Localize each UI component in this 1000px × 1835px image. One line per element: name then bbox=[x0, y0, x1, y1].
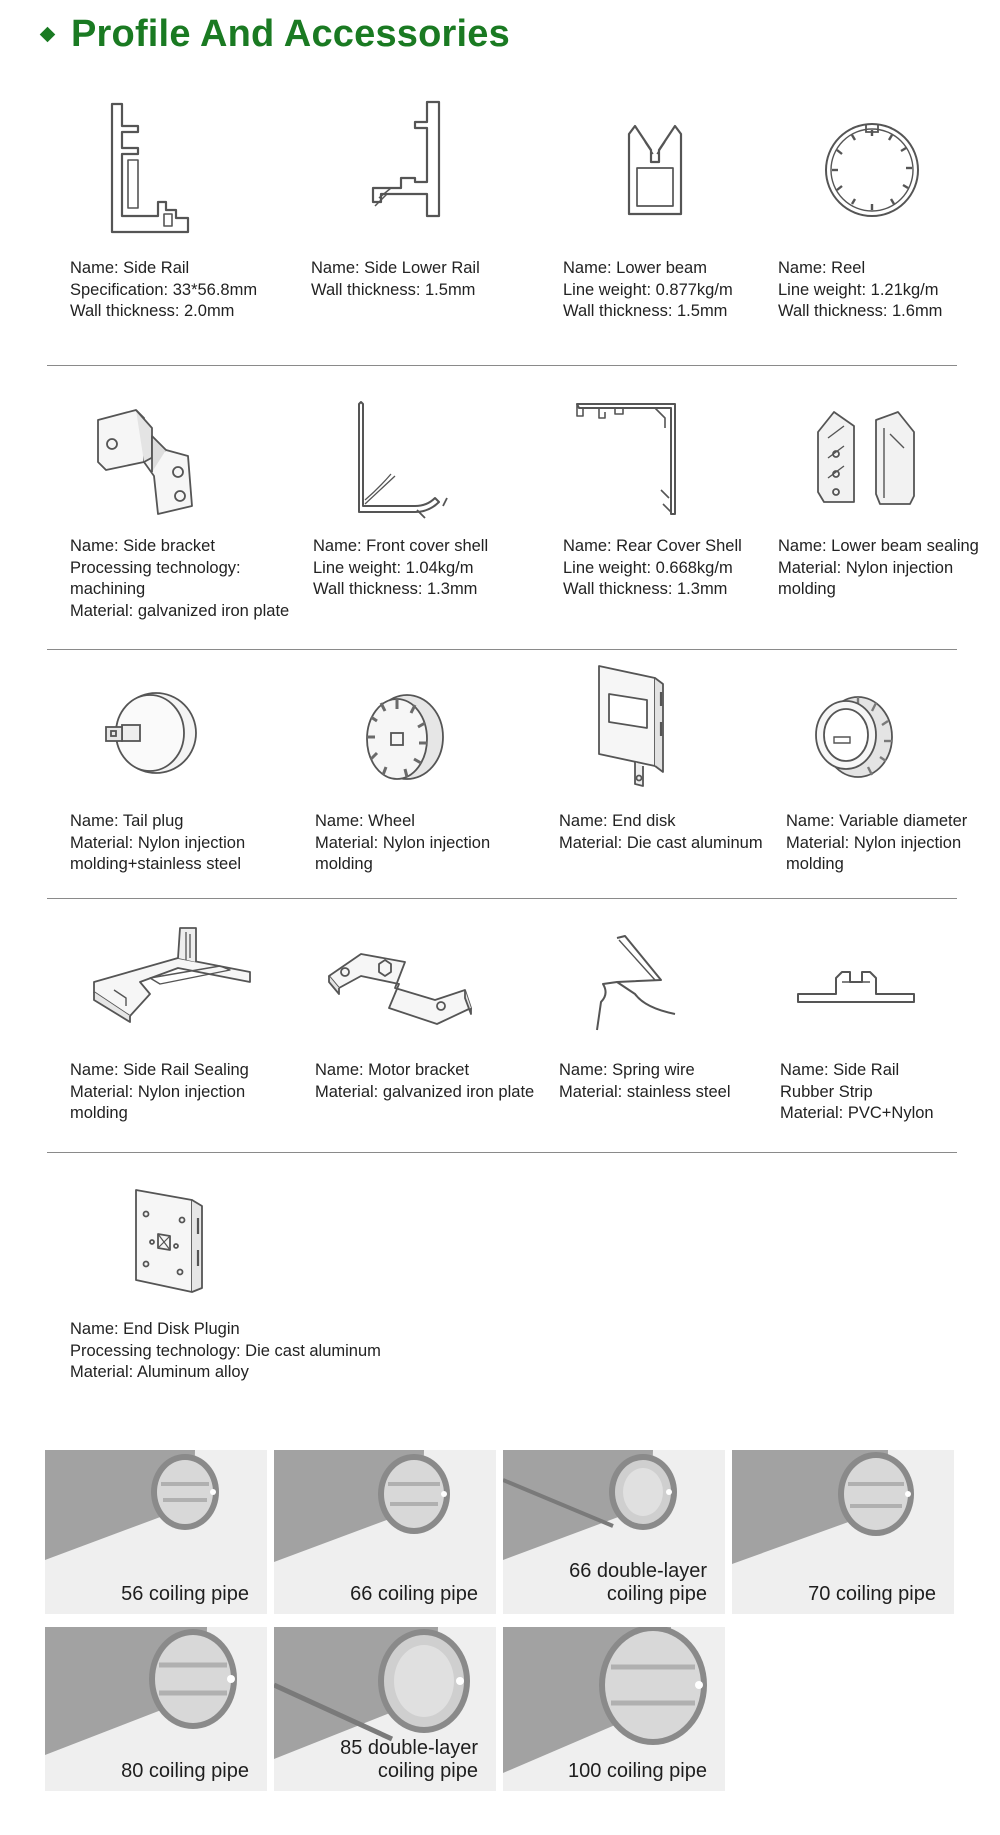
variable-diameter-icon bbox=[806, 685, 896, 785]
product-side-rail-rubber-strip bbox=[780, 918, 980, 1138]
page-title-block bbox=[42, 8, 510, 60]
side-lower-rail-profile-icon bbox=[371, 98, 451, 228]
lower-beam-sealing-line-3: molding bbox=[778, 580, 836, 598]
pipe-label-70: 70 coiling pipe bbox=[808, 1583, 936, 1605]
pipe-tile-66 bbox=[274, 1450, 496, 1614]
side-rail-line-1: Name: Side Rail bbox=[70, 259, 190, 277]
rear-cover-shell-profile-icon bbox=[575, 398, 695, 518]
end-disk-plugin-line-2: Processing technology: Die cast aluminum bbox=[70, 1341, 381, 1360]
lower-beam-line-3: Wall thickness: 1.5mm bbox=[563, 302, 728, 320]
side-bracket-line-4: Material: galvanized iron plate bbox=[70, 601, 290, 620]
product-spring-wire bbox=[559, 918, 769, 1138]
diamond-bullet-icon bbox=[40, 26, 56, 42]
end-disk-plugin-line-3: Material: Aluminum alloy bbox=[70, 1363, 249, 1381]
front-cover-shell-line-2: Line weight: 1.04kg/m bbox=[313, 558, 474, 577]
product-side-lower-rail bbox=[311, 92, 531, 332]
front-cover-shell-line-1: Name: Front cover shell bbox=[313, 537, 489, 555]
end-disk-line-1: Name: End disk bbox=[559, 812, 676, 830]
reel-line-2: Line weight: 1.21kg/m bbox=[778, 280, 939, 299]
pipe-label-80: 80 coiling pipe bbox=[121, 1760, 249, 1782]
side-rail-sealing-line-3: molding bbox=[70, 1104, 128, 1122]
front-cover-shell-line-3: Wall thickness: 1.3mm bbox=[313, 580, 478, 598]
product-reel bbox=[778, 92, 978, 332]
pipe-tile-85-double bbox=[274, 1627, 496, 1791]
pipe-tile-80 bbox=[45, 1627, 267, 1791]
motor-bracket-icon bbox=[325, 948, 475, 1028]
lower-beam-line-2: Line weight: 0.877kg/m bbox=[563, 280, 733, 299]
product-motor-bracket bbox=[315, 918, 545, 1138]
pipe-label-85-double-line-1: 85 double-layer bbox=[340, 1737, 478, 1759]
side-rail-profile-icon bbox=[108, 98, 198, 238]
variable-diameter-line-1: Name: Variable diameter bbox=[786, 812, 968, 830]
side-rail-sealing-line-2: Material: Nylon injection bbox=[70, 1082, 246, 1101]
pipe-label-100: 100 coiling pipe bbox=[568, 1760, 707, 1782]
rear-cover-shell-line-2: Line weight: 0.668kg/m bbox=[563, 558, 733, 577]
product-end-disk-plugin bbox=[70, 1182, 430, 1382]
tail-plug-line-3: molding+stainless steel bbox=[70, 855, 242, 873]
pipe-tile-70 bbox=[732, 1450, 954, 1614]
lower-beam-sealing-line-2: Material: Nylon injection bbox=[778, 558, 954, 577]
product-lower-beam bbox=[563, 92, 763, 332]
pipe-label-66-double-line-2: coiling pipe bbox=[606, 1583, 707, 1605]
side-rail-rubber-strip-line-2: Rubber Strip bbox=[780, 1082, 873, 1101]
wheel-line-3: molding bbox=[315, 855, 373, 873]
wheel-line-2: Material: Nylon injection bbox=[315, 833, 491, 852]
product-front-cover-shell bbox=[313, 396, 533, 636]
side-bracket-line-2: Processing technology: bbox=[70, 558, 241, 577]
rear-cover-shell-line-3: Wall thickness: 1.3mm bbox=[563, 580, 728, 598]
lower-beam-sealing-line-1: Name: Lower beam sealing bbox=[778, 537, 979, 555]
pipe-tile-56 bbox=[45, 1450, 267, 1614]
pipe-label-66-double-line-1: 66 double-layer bbox=[569, 1560, 707, 1582]
side-rail-rubber-strip-profile-icon bbox=[794, 968, 918, 1008]
spring-wire-icon bbox=[595, 932, 685, 1032]
side-rail-line-2: Specification: 33*56.8mm bbox=[70, 280, 258, 299]
side-rail-line-3: Wall thickness: 2.0mm bbox=[70, 302, 235, 320]
side-bracket-icon bbox=[96, 406, 206, 516]
spring-wire-line-1: Name: Spring wire bbox=[559, 1061, 695, 1079]
side-rail-rubber-strip-line-1: Name: Side Rail bbox=[780, 1061, 900, 1079]
end-disk-plugin-icon bbox=[132, 1184, 222, 1294]
divider bbox=[47, 649, 957, 650]
lower-beam-sealing-icon bbox=[814, 408, 924, 508]
side-rail-rubber-strip-line-3: Material: PVC+Nylon bbox=[780, 1104, 934, 1122]
reel-line-3: Wall thickness: 1.6mm bbox=[778, 302, 943, 320]
end-disk-line-2: Material: Die cast aluminum bbox=[559, 833, 763, 852]
tail-plug-line-2: Material: Nylon injection bbox=[70, 833, 246, 852]
side-lower-rail-line-1: Name: Side Lower Rail bbox=[311, 259, 480, 277]
pipe-tile-66-double bbox=[503, 1450, 725, 1614]
product-side-rail bbox=[70, 92, 290, 332]
pipe-label-56: 56 coiling pipe bbox=[121, 1583, 249, 1605]
motor-bracket-line-1: Name: Motor bracket bbox=[315, 1061, 470, 1079]
side-bracket-line-3: machining bbox=[70, 580, 146, 598]
end-disk-plugin-line-1: Name: End Disk Plugin bbox=[70, 1320, 240, 1338]
divider bbox=[47, 1152, 957, 1153]
rear-cover-shell-line-1: Name: Rear Cover Shell bbox=[563, 537, 742, 555]
lower-beam-profile-icon bbox=[625, 122, 685, 222]
motor-bracket-line-2: Material: galvanized iron plate bbox=[315, 1082, 535, 1101]
divider bbox=[47, 898, 957, 899]
variable-diameter-line-3: molding bbox=[786, 855, 844, 873]
product-wheel bbox=[315, 675, 535, 885]
side-rail-sealing-icon bbox=[90, 922, 260, 1032]
divider bbox=[47, 365, 957, 366]
tail-plug-line-1: Name: Tail plug bbox=[70, 812, 184, 830]
product-side-bracket bbox=[70, 396, 310, 636]
reel-line-1: Name: Reel bbox=[778, 259, 866, 277]
product-rear-cover-shell bbox=[563, 396, 763, 636]
spring-wire-line-2: Material: stainless steel bbox=[559, 1082, 731, 1101]
wheel-icon bbox=[357, 687, 447, 787]
product-lower-beam-sealing bbox=[778, 396, 988, 636]
side-lower-rail-line-2: Wall thickness: 1.5mm bbox=[311, 280, 476, 299]
tail-plug-icon bbox=[100, 687, 200, 777]
lower-beam-line-1: Name: Lower beam bbox=[563, 259, 707, 277]
page-title: Profile And Accessories bbox=[71, 12, 510, 55]
pipe-label-85-double-line-2: coiling pipe bbox=[377, 1760, 478, 1782]
reel-profile-icon bbox=[822, 120, 922, 220]
side-rail-sealing-line-1: Name: Side Rail Sealing bbox=[70, 1061, 249, 1079]
wheel-line-1: Name: Wheel bbox=[315, 812, 415, 830]
product-end-disk bbox=[559, 660, 779, 885]
pipe-label-66: 66 coiling pipe bbox=[350, 1583, 478, 1605]
product-tail-plug bbox=[70, 675, 290, 885]
front-cover-shell-profile-icon bbox=[355, 400, 455, 520]
end-disk-icon bbox=[595, 662, 675, 792]
product-variable-diameter bbox=[786, 675, 996, 885]
pipe-tile-100 bbox=[503, 1627, 725, 1791]
side-bracket-line-1: Name: Side bracket bbox=[70, 537, 215, 555]
variable-diameter-line-2: Material: Nylon injection bbox=[786, 833, 962, 852]
product-side-rail-sealing bbox=[70, 918, 300, 1138]
